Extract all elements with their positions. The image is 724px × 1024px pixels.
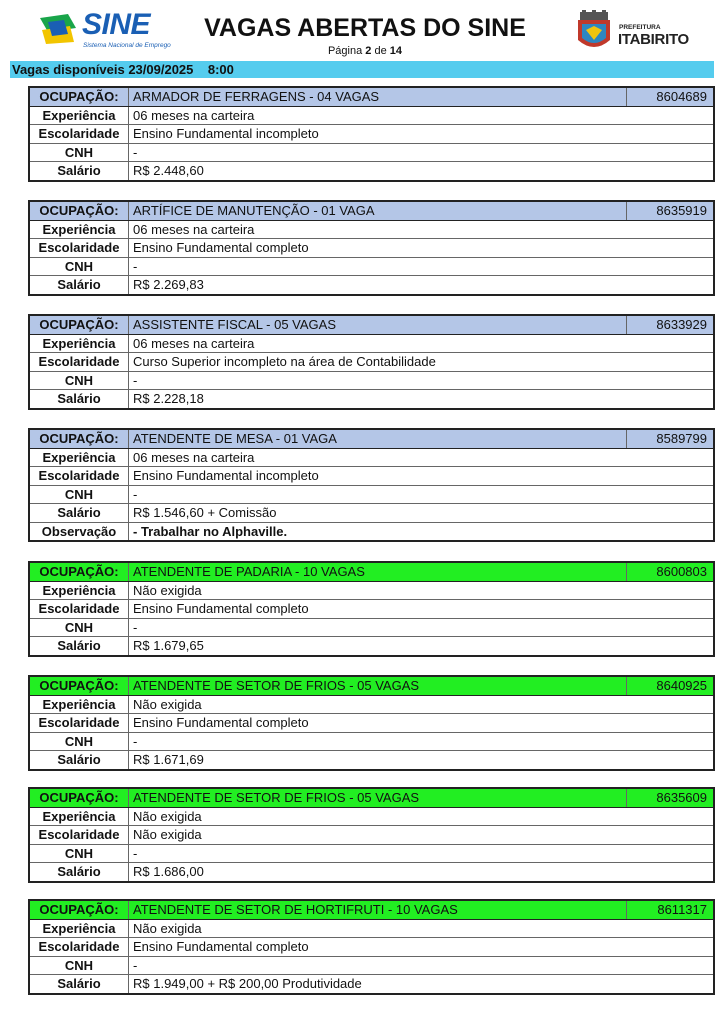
cnh-value: - xyxy=(129,371,715,390)
education-row xyxy=(29,826,714,845)
education-row xyxy=(29,467,714,486)
prefeitura-label: PREFEITURA xyxy=(619,24,661,31)
education-row xyxy=(29,938,714,957)
occupation-row xyxy=(29,87,714,106)
occupation-title: ATENDENTE DE SETOR DE FRIOS - 05 VAGAS xyxy=(129,788,627,807)
cnh-label: CNH xyxy=(29,257,129,276)
occupation-label: OCUPAÇÃO: xyxy=(29,429,129,448)
cnh-value: - xyxy=(129,844,715,863)
education-label: Escolaridade xyxy=(29,938,129,957)
salary-label: Salário xyxy=(29,751,129,770)
salary-row xyxy=(29,162,714,181)
salary-value: R$ 1.671,69 xyxy=(129,751,715,770)
education-row xyxy=(29,353,714,372)
job-code: 8633929 xyxy=(627,315,715,334)
education-value: Ensino Fundamental incompleto xyxy=(129,467,715,486)
education-row xyxy=(29,125,714,144)
education-value: Ensino Fundamental incompleto xyxy=(129,125,715,144)
salary-row xyxy=(29,751,714,770)
salary-label: Salário xyxy=(29,276,129,295)
job-code: 8604689 xyxy=(627,87,715,106)
cnh-row xyxy=(29,732,714,751)
job-code: 8589799 xyxy=(627,429,715,448)
salary-label: Salário xyxy=(29,975,129,994)
experience-value: Não exigida xyxy=(129,695,715,714)
observation-value: - Trabalhar no Alphaville. xyxy=(129,522,715,541)
occupation-row xyxy=(29,201,714,220)
salary-row xyxy=(29,504,714,523)
cnh-row xyxy=(29,485,714,504)
job-card xyxy=(28,899,715,995)
occupation-title: ATENDENTE DE MESA - 01 VAGA xyxy=(129,429,627,448)
education-label: Escolaridade xyxy=(29,353,129,372)
salary-value: R$ 2.448,60 xyxy=(129,162,715,181)
experience-value: Não exigida xyxy=(129,919,715,938)
education-value: Ensino Fundamental completo xyxy=(129,714,715,733)
occupation-label: OCUPAÇÃO: xyxy=(29,900,129,919)
cnh-row xyxy=(29,371,714,390)
prefeitura-logo xyxy=(574,10,694,54)
experience-label: Experiência xyxy=(29,220,129,239)
salary-row xyxy=(29,276,714,295)
salary-label: Salário xyxy=(29,162,129,181)
page-separator: de xyxy=(374,45,387,57)
occupation-row xyxy=(29,900,714,919)
cnh-label: CNH xyxy=(29,143,129,162)
experience-value: 06 meses na carteira xyxy=(129,106,715,125)
salary-label: Salário xyxy=(29,637,129,656)
job-card xyxy=(28,561,715,657)
occupation-title: ARTÍFICE DE MANUTENÇÃO - 01 VAGA xyxy=(129,201,627,220)
cnh-label: CNH xyxy=(29,844,129,863)
sine-logo-icon xyxy=(38,12,78,46)
salary-row xyxy=(29,975,714,994)
availability-bar: Vagas disponíveis 23/09/2025 8:00 xyxy=(10,61,714,78)
city-name: ITABIRITO xyxy=(618,31,689,48)
experience-label: Experiência xyxy=(29,106,129,125)
education-value: Ensino Fundamental completo xyxy=(129,938,715,957)
cnh-label: CNH xyxy=(29,618,129,637)
salary-row xyxy=(29,390,714,409)
salary-value: R$ 1.686,00 xyxy=(129,863,715,882)
experience-row xyxy=(29,106,714,125)
education-label: Escolaridade xyxy=(29,600,129,619)
education-row xyxy=(29,714,714,733)
occupation-label: OCUPAÇÃO: xyxy=(29,315,129,334)
experience-value: Não exigida xyxy=(129,807,715,826)
salary-row xyxy=(29,863,714,882)
occupation-title: ATENDENTE DE SETOR DE HORTIFRUTI - 10 VAGAS xyxy=(129,900,627,919)
cnh-row xyxy=(29,956,714,975)
job-card xyxy=(28,787,715,883)
occupation-title: ATENDENTE DE PADARIA - 10 VAGAS xyxy=(129,562,627,581)
salary-value: R$ 2.228,18 xyxy=(129,390,715,409)
occupation-label: OCUPAÇÃO: xyxy=(29,87,129,106)
occupation-row xyxy=(29,429,714,448)
job-card xyxy=(28,428,715,542)
salary-label: Salário xyxy=(29,504,129,523)
sine-logo xyxy=(38,8,171,52)
cnh-label: CNH xyxy=(29,956,129,975)
cnh-label: CNH xyxy=(29,371,129,390)
experience-row xyxy=(29,334,714,353)
occupation-label: OCUPAÇÃO: xyxy=(29,676,129,695)
experience-value: 06 meses na carteira xyxy=(129,448,715,467)
job-code: 8635919 xyxy=(627,201,715,220)
cnh-value: - xyxy=(129,257,715,276)
experience-label: Experiência xyxy=(29,448,129,467)
job-card xyxy=(28,86,715,182)
job-card xyxy=(28,314,715,410)
salary-row xyxy=(29,637,714,656)
salary-value: R$ 1.949,00 + R$ 200,00 Produtividade xyxy=(129,975,715,994)
experience-row xyxy=(29,220,714,239)
education-label: Escolaridade xyxy=(29,826,129,845)
experience-row xyxy=(29,695,714,714)
cnh-row xyxy=(29,844,714,863)
cnh-row xyxy=(29,257,714,276)
occupation-label: OCUPAÇÃO: xyxy=(29,788,129,807)
occupation-row xyxy=(29,562,714,581)
experience-value: 06 meses na carteira xyxy=(129,220,715,239)
page-prefix: Página xyxy=(327,45,363,57)
education-value: Ensino Fundamental completo xyxy=(129,239,715,258)
job-code: 8611317 xyxy=(627,900,715,919)
education-row xyxy=(29,239,714,258)
experience-row xyxy=(29,448,714,467)
salary-value: R$ 2.269,83 xyxy=(129,276,715,295)
cnh-value: - xyxy=(129,485,715,504)
education-value: Curso Superior incompleto na área de Contabilidade xyxy=(129,353,715,372)
occupation-label: OCUPAÇÃO: xyxy=(29,562,129,581)
job-card xyxy=(28,200,715,296)
experience-label: Experiência xyxy=(29,919,129,938)
occupation-title: ATENDENTE DE SETOR DE FRIOS - 05 VAGAS xyxy=(129,676,627,695)
job-code: 8600803 xyxy=(627,562,715,581)
salary-value: R$ 1.679,65 xyxy=(129,637,715,656)
salary-value: R$ 1.546,60 + Comissão xyxy=(129,504,715,523)
cnh-value: - xyxy=(129,732,715,751)
occupation-title: ARMADOR DE FERRAGENS - 04 VAGAS xyxy=(129,87,627,106)
observation-row xyxy=(29,522,714,541)
cnh-row xyxy=(29,618,714,637)
experience-value: 06 meses na carteira xyxy=(129,334,715,353)
education-value: Não exigida xyxy=(129,826,715,845)
education-label: Escolaridade xyxy=(29,125,129,144)
cnh-value: - xyxy=(129,618,715,637)
occupation-title: ASSISTENTE FISCAL - 05 VAGAS xyxy=(129,315,627,334)
page-indicator xyxy=(190,45,540,57)
city-crest-icon xyxy=(574,10,614,54)
sine-logo-text: SINE xyxy=(82,8,151,41)
observation-label: Observação xyxy=(29,522,129,541)
job-code: 8640925 xyxy=(627,676,715,695)
page-header xyxy=(0,0,724,62)
salary-label: Salário xyxy=(29,390,129,409)
salary-label: Salário xyxy=(29,863,129,882)
occupation-row xyxy=(29,676,714,695)
page-total: 14 xyxy=(389,45,403,57)
experience-label: Experiência xyxy=(29,807,129,826)
experience-label: Experiência xyxy=(29,695,129,714)
education-label: Escolaridade xyxy=(29,714,129,733)
page-title: VAGAS ABERTAS DO SINE xyxy=(204,14,526,42)
education-label: Escolaridade xyxy=(29,467,129,486)
education-row xyxy=(29,600,714,619)
education-label: Escolaridade xyxy=(29,239,129,258)
occupation-row xyxy=(29,788,714,807)
experience-label: Experiência xyxy=(29,334,129,353)
experience-row xyxy=(29,919,714,938)
experience-label: Experiência xyxy=(29,581,129,600)
job-code: 8635609 xyxy=(627,788,715,807)
cnh-row xyxy=(29,143,714,162)
cnh-label: CNH xyxy=(29,732,129,751)
occupation-row xyxy=(29,315,714,334)
cnh-value: - xyxy=(129,143,715,162)
occupation-label: OCUPAÇÃO: xyxy=(29,201,129,220)
page-current: 2 xyxy=(365,45,372,57)
experience-row xyxy=(29,581,714,600)
cnh-value: - xyxy=(129,956,715,975)
experience-value: Não exigida xyxy=(129,581,715,600)
experience-row xyxy=(29,807,714,826)
cnh-label: CNH xyxy=(29,485,129,504)
job-card xyxy=(28,675,715,771)
education-value: Ensino Fundamental completo xyxy=(129,600,715,619)
sine-logo-subtitle: Sistema Nacional de Emprego xyxy=(83,42,171,49)
